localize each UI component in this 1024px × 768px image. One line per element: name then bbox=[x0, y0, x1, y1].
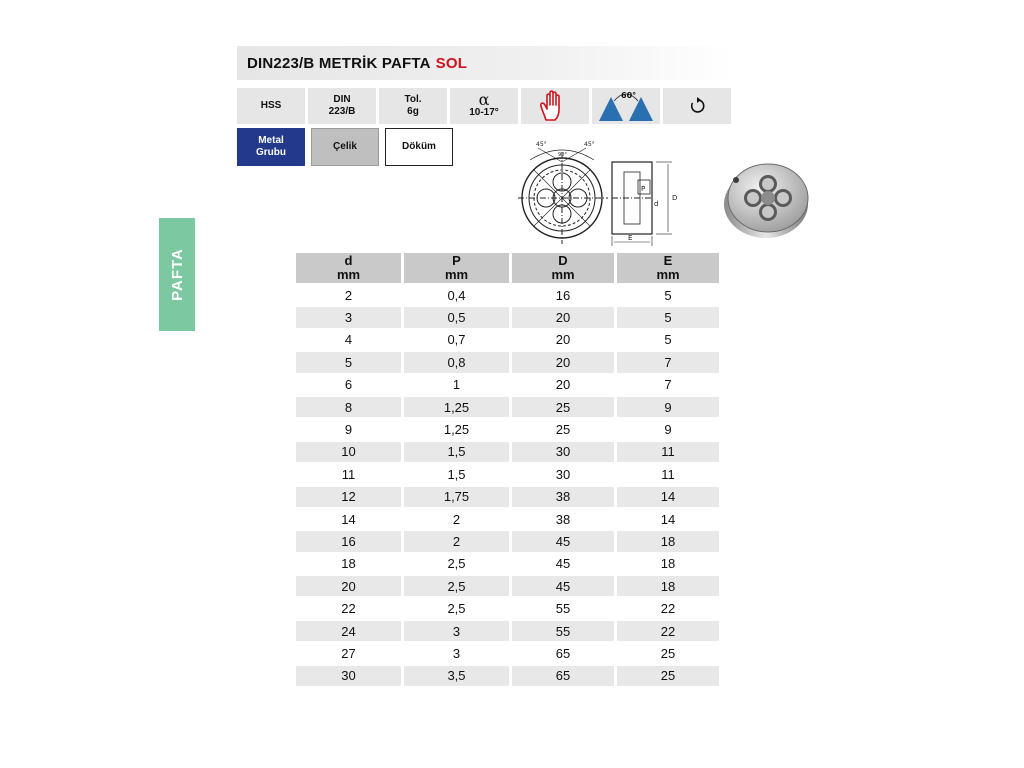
cell-E: 22 bbox=[614, 598, 719, 618]
table-row bbox=[296, 576, 719, 596]
material-steel: Çelik bbox=[311, 128, 379, 166]
cell-P: 3 bbox=[401, 643, 509, 663]
cell-D: 20 bbox=[509, 307, 614, 327]
cell-E: 11 bbox=[614, 442, 719, 462]
cell-D: 45 bbox=[509, 531, 614, 551]
cell-d: 6 bbox=[296, 375, 401, 395]
side-tab bbox=[159, 218, 195, 331]
metal-group-line1: Metal bbox=[258, 135, 284, 146]
cell-E: 9 bbox=[614, 397, 719, 417]
spec-standard bbox=[308, 88, 376, 124]
cell-D: 65 bbox=[509, 666, 614, 686]
cell-E: 22 bbox=[614, 621, 719, 641]
drawing-label-d: d bbox=[654, 200, 659, 208]
header-P bbox=[401, 253, 509, 283]
dimensions-table bbox=[296, 251, 719, 688]
cell-d: 10 bbox=[296, 442, 401, 462]
die-product-photo bbox=[716, 154, 812, 242]
cell-E: 7 bbox=[614, 352, 719, 372]
header-name: P bbox=[452, 253, 461, 268]
spec-tolerance-line1: Tol. bbox=[404, 94, 422, 105]
cell-d: 14 bbox=[296, 509, 401, 529]
cell-P: 2,5 bbox=[401, 554, 509, 574]
cell-P: 2,5 bbox=[401, 598, 509, 618]
cell-D: 45 bbox=[509, 576, 614, 596]
drawing-angle-left: 45° bbox=[536, 141, 547, 148]
cell-P: 2 bbox=[401, 509, 509, 529]
cell-D: 55 bbox=[509, 621, 614, 641]
alpha-symbol: α bbox=[478, 90, 490, 109]
table-row bbox=[296, 285, 719, 305]
header-D bbox=[509, 253, 614, 283]
table-row bbox=[296, 554, 719, 574]
cell-d: 20 bbox=[296, 576, 401, 596]
cell-D: 20 bbox=[509, 352, 614, 372]
cell-D: 20 bbox=[509, 375, 614, 395]
title-main: DIN223/B METRİK PAFTA bbox=[247, 54, 431, 72]
material-group-row bbox=[237, 128, 453, 166]
cell-E: 9 bbox=[614, 419, 719, 439]
cell-D: 65 bbox=[509, 643, 614, 663]
material-cast: Döküm bbox=[385, 128, 453, 166]
table-row bbox=[296, 352, 719, 372]
drawing-label-P: P bbox=[641, 185, 646, 193]
cell-D: 16 bbox=[509, 285, 614, 305]
cell-P: 2,5 bbox=[401, 576, 509, 596]
cell-d: 3 bbox=[296, 307, 401, 327]
table-row bbox=[296, 375, 719, 395]
cell-d: 18 bbox=[296, 554, 401, 574]
counterclockwise-rotation-icon bbox=[688, 97, 706, 115]
spec-material-label: HSS bbox=[260, 100, 282, 111]
table-row bbox=[296, 330, 719, 350]
cell-d: 11 bbox=[296, 464, 401, 484]
table-row bbox=[296, 643, 719, 663]
cell-D: 45 bbox=[509, 554, 614, 574]
cell-P: 1,25 bbox=[401, 419, 509, 439]
cell-P: 0,5 bbox=[401, 307, 509, 327]
header-name: D bbox=[558, 253, 568, 268]
spec-rotation bbox=[663, 88, 731, 124]
table-row bbox=[296, 487, 719, 507]
spec-tolerance bbox=[379, 88, 447, 124]
table-row bbox=[296, 509, 719, 529]
spec-standard-line1: DIN bbox=[333, 94, 351, 105]
cell-P: 1,25 bbox=[401, 397, 509, 417]
header-d bbox=[296, 253, 401, 283]
cell-P: 3,5 bbox=[401, 666, 509, 686]
cell-P: 0,7 bbox=[401, 330, 509, 350]
spec-angle bbox=[592, 88, 660, 124]
cell-E: 14 bbox=[614, 487, 719, 507]
table-row bbox=[296, 621, 719, 641]
cell-E: 18 bbox=[614, 576, 719, 596]
cell-D: 55 bbox=[509, 598, 614, 618]
cell-D: 25 bbox=[509, 419, 614, 439]
cell-D: 38 bbox=[509, 487, 614, 507]
drawing-angle-right: 45° bbox=[584, 141, 595, 148]
alpha-value: 10-17° bbox=[469, 107, 499, 118]
table-body bbox=[296, 285, 719, 686]
header-unit: mm bbox=[551, 267, 575, 282]
cell-P: 1,75 bbox=[401, 487, 509, 507]
cell-P: 1,5 bbox=[401, 442, 509, 462]
table-header-row bbox=[296, 253, 719, 283]
cell-D: 30 bbox=[509, 442, 614, 462]
cell-d: 4 bbox=[296, 330, 401, 350]
technical-drawing bbox=[516, 136, 686, 248]
spec-row bbox=[237, 88, 731, 124]
cell-E: 7 bbox=[614, 375, 719, 395]
cell-E: 25 bbox=[614, 643, 719, 663]
title-highlight: SOL bbox=[435, 54, 468, 72]
cell-E: 18 bbox=[614, 531, 719, 551]
cell-d: 27 bbox=[296, 643, 401, 663]
cell-d: 9 bbox=[296, 419, 401, 439]
cell-d: 5 bbox=[296, 352, 401, 372]
spec-tolerance-line2: 6g bbox=[407, 106, 419, 117]
cell-d: 8 bbox=[296, 397, 401, 417]
header-unit: mm bbox=[444, 267, 469, 282]
cell-E: 11 bbox=[614, 464, 719, 484]
angle-label: 60° bbox=[621, 91, 637, 100]
table-row bbox=[296, 531, 719, 551]
side-tab-label: PAFTA bbox=[168, 248, 186, 301]
table-row bbox=[296, 598, 719, 618]
drawing-angle-top: 90° bbox=[558, 152, 567, 158]
cell-P: 1,5 bbox=[401, 464, 509, 484]
cell-E: 5 bbox=[614, 330, 719, 350]
cell-P: 0,8 bbox=[401, 352, 509, 372]
spec-alpha bbox=[450, 88, 518, 124]
cell-E: 14 bbox=[614, 509, 719, 529]
table-row bbox=[296, 307, 719, 327]
cell-D: 20 bbox=[509, 330, 614, 350]
cell-D: 30 bbox=[509, 464, 614, 484]
cell-E: 5 bbox=[614, 285, 719, 305]
left-hand-icon bbox=[540, 90, 570, 122]
cell-E: 5 bbox=[614, 307, 719, 327]
table-row bbox=[296, 666, 719, 686]
header-E bbox=[614, 253, 719, 283]
cell-P: 3 bbox=[401, 621, 509, 641]
thread-angle-icon bbox=[597, 89, 655, 123]
header-unit: mm bbox=[656, 267, 680, 282]
cell-d: 30 bbox=[296, 666, 401, 686]
table-row bbox=[296, 419, 719, 439]
cell-d: 12 bbox=[296, 487, 401, 507]
header-unit: mm bbox=[336, 267, 361, 282]
table-row bbox=[296, 464, 719, 484]
metal-group-label bbox=[237, 128, 305, 166]
cell-d: 2 bbox=[296, 285, 401, 305]
header-name: E bbox=[663, 253, 673, 268]
drawing-label-E: E bbox=[628, 234, 633, 242]
cell-d: 16 bbox=[296, 531, 401, 551]
page-title bbox=[237, 46, 735, 80]
cell-d: 22 bbox=[296, 598, 401, 618]
metal-group-line2: Grubu bbox=[256, 147, 286, 158]
cell-E: 18 bbox=[614, 554, 719, 574]
cell-d: 24 bbox=[296, 621, 401, 641]
spec-standard-line2: 223/B bbox=[328, 106, 356, 117]
table-row bbox=[296, 442, 719, 462]
spec-hand bbox=[521, 88, 589, 124]
cell-D: 25 bbox=[509, 397, 614, 417]
spec-material bbox=[237, 88, 305, 124]
cell-D: 38 bbox=[509, 509, 614, 529]
table-row bbox=[296, 397, 719, 417]
cell-P: 1 bbox=[401, 375, 509, 395]
drawing-label-D: D bbox=[672, 194, 678, 202]
header-name: d bbox=[344, 253, 353, 268]
cell-P: 2 bbox=[401, 531, 509, 551]
cell-E: 25 bbox=[614, 666, 719, 686]
cell-P: 0,4 bbox=[401, 285, 509, 305]
